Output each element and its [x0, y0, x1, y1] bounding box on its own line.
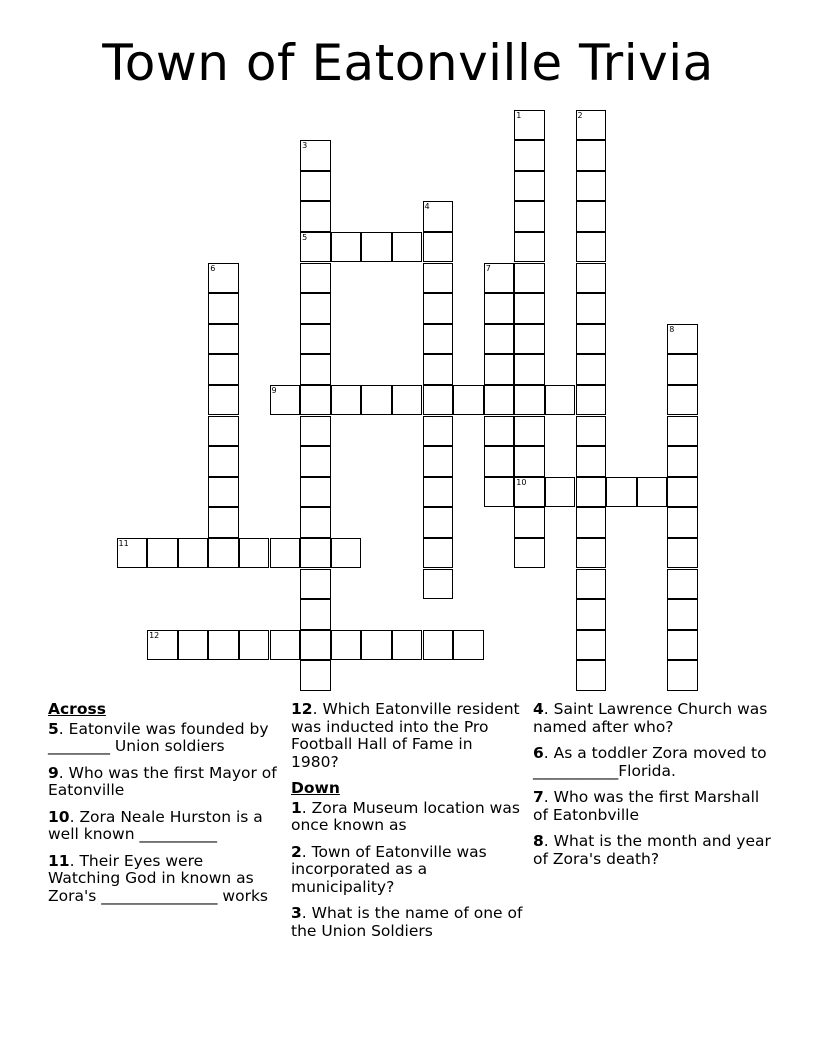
grid-cell[interactable]: [239, 538, 270, 569]
grid-cell[interactable]: [514, 232, 545, 263]
grid-cell[interactable]: [208, 630, 239, 661]
grid-cell[interactable]: [514, 263, 545, 294]
clue-separator: .: [58, 763, 69, 782]
grid-cell[interactable]: [637, 477, 668, 508]
grid-cell[interactable]: [576, 232, 607, 263]
grid-cell[interactable]: [576, 477, 607, 508]
grid-cell[interactable]: [667, 630, 698, 661]
grid-cell[interactable]: [484, 263, 515, 294]
grid-cell[interactable]: [667, 416, 698, 447]
grid-cell[interactable]: [484, 293, 515, 324]
clue-text: Eatonvile was founded by ________ Union soldiers: [48, 719, 269, 755]
clue-text: As a toddler Zora moved to ___________Florida.: [533, 744, 767, 780]
clue-text: Who was the first Mayor of Eatonville: [48, 763, 277, 799]
clue-separator: .: [58, 719, 69, 738]
clue-9: [48, 765, 280, 800]
grid-cell[interactable]: [208, 477, 239, 508]
grid-cell[interactable]: [423, 324, 454, 355]
clue-separator: .: [301, 798, 312, 817]
clue-number: 3: [302, 141, 308, 151]
grid-cell[interactable]: [606, 477, 637, 508]
grid-cell[interactable]: [208, 263, 239, 294]
clue-1: [291, 800, 523, 835]
grid-cell[interactable]: [423, 630, 454, 661]
grid-cell[interactable]: [300, 140, 331, 171]
clue-separator: .: [69, 851, 80, 870]
grid-cell[interactable]: [576, 324, 607, 355]
grid-cell[interactable]: [300, 477, 331, 508]
grid-cell[interactable]: [208, 416, 239, 447]
clue-text: Who was the first Marshall of Eatonbville: [533, 788, 760, 824]
grid-cell[interactable]: [576, 140, 607, 171]
clue-number: 7: [485, 263, 491, 273]
grid-cell[interactable]: [576, 630, 607, 661]
grid-cell[interactable]: [208, 385, 239, 416]
clue-number: 5: [48, 719, 59, 738]
clue-number: 2: [291, 842, 302, 861]
grid-cell[interactable]: [270, 538, 301, 569]
grid-cell[interactable]: [667, 385, 698, 416]
clue-separator: .: [543, 744, 554, 762]
clue-11: [48, 853, 280, 906]
clue-number: 3: [291, 904, 302, 922]
grid-cell[interactable]: [514, 201, 545, 232]
clue-number: 12: [149, 630, 160, 640]
clue-number: 6: [533, 744, 544, 762]
clue-6: [533, 745, 773, 780]
grid-cell[interactable]: [423, 507, 454, 538]
grid-cell[interactable]: [300, 599, 331, 630]
grid-cell[interactable]: [453, 630, 484, 661]
grid-cell[interactable]: [667, 354, 698, 385]
clue-number: 2: [577, 110, 583, 120]
grid-cell[interactable]: [178, 538, 209, 569]
grid-cell[interactable]: [576, 507, 607, 538]
grid-cell[interactable]: [576, 660, 607, 691]
grid-cell[interactable]: [484, 477, 515, 508]
clue-column-1: [48, 701, 280, 914]
grid-cell[interactable]: [576, 110, 607, 141]
clue-number: 4: [533, 700, 544, 718]
grid-cell[interactable]: [300, 446, 331, 477]
grid-cell[interactable]: [300, 385, 331, 416]
clue-5: [48, 721, 280, 756]
grid-cell[interactable]: [667, 477, 698, 508]
clue-separator: .: [69, 807, 80, 826]
grid-cell[interactable]: [576, 416, 607, 447]
grid-cell[interactable]: [576, 293, 607, 324]
grid-cell[interactable]: [576, 385, 607, 416]
grid-cell[interactable]: [300, 354, 331, 385]
clue-separator: .: [301, 842, 312, 861]
grid-cell[interactable]: [208, 324, 239, 355]
grid-cell[interactable]: [514, 171, 545, 202]
grid-cell[interactable]: [484, 324, 515, 355]
grid-cell[interactable]: [484, 446, 515, 477]
grid-cell[interactable]: [300, 324, 331, 355]
grid-cell[interactable]: [208, 538, 239, 569]
grid-cell[interactable]: [270, 385, 301, 416]
grid-cell[interactable]: [208, 446, 239, 477]
grid-cell[interactable]: [300, 293, 331, 324]
grid-cell[interactable]: [270, 630, 301, 661]
grid-cell[interactable]: [147, 538, 178, 569]
clue-number: 7: [533, 788, 544, 806]
grid-cell[interactable]: [147, 630, 178, 661]
grid-cell[interactable]: [514, 293, 545, 324]
grid-cell[interactable]: [576, 263, 607, 294]
grid-cell[interactable]: [576, 446, 607, 477]
grid-cell[interactable]: [423, 538, 454, 569]
page-title: Town of Eatonville Trivia: [102, 34, 714, 92]
clue-column-2: [291, 701, 523, 949]
grid-cell[interactable]: [514, 110, 545, 141]
clue-number: 5: [302, 232, 308, 242]
grid-cell[interactable]: [667, 538, 698, 569]
grid-cell[interactable]: [514, 416, 545, 447]
clue-2: [291, 844, 523, 897]
grid-cell[interactable]: [514, 507, 545, 538]
grid-cell[interactable]: [239, 630, 270, 661]
grid-cell[interactable]: [300, 232, 331, 263]
grid-cell[interactable]: [667, 569, 698, 600]
clue-number: 9: [271, 385, 277, 395]
grid-cell[interactable]: [576, 201, 607, 232]
clue-number: 11: [48, 851, 70, 870]
grid-cell[interactable]: [117, 538, 148, 569]
grid-cell[interactable]: [300, 263, 331, 294]
across-heading: Across: [48, 700, 106, 718]
grid-cell[interactable]: [514, 324, 545, 355]
grid-cell[interactable]: [423, 232, 454, 263]
clue-separator: .: [312, 700, 323, 718]
grid-cell[interactable]: [208, 354, 239, 385]
clue-7: [533, 789, 773, 824]
clue-text: Town of Eatonville was incorporated as a municipality?: [291, 842, 487, 896]
clue-separator: .: [543, 700, 554, 718]
grid-cell[interactable]: [667, 507, 698, 538]
grid-cell[interactable]: [392, 385, 423, 416]
grid-cell[interactable]: [576, 538, 607, 569]
clue-number: 12: [291, 700, 313, 718]
clue-text: Saint Lawrence Church was named after who?: [533, 700, 768, 736]
grid-cell[interactable]: [361, 232, 392, 263]
grid-cell[interactable]: [667, 324, 698, 355]
grid-cell[interactable]: [514, 140, 545, 171]
clue-text: Their Eyes were Watching God in known as Zora's _______________ works: [48, 851, 268, 905]
grid-cell[interactable]: [514, 477, 545, 508]
grid-cell[interactable]: [208, 293, 239, 324]
clue-number: 4: [424, 202, 430, 212]
grid-cell[interactable]: [667, 599, 698, 630]
clue-4: [533, 701, 773, 736]
clue-text: Zora Museum location was once known as: [291, 798, 520, 834]
grid-cell[interactable]: [392, 232, 423, 263]
grid-cell[interactable]: [423, 263, 454, 294]
grid-cell[interactable]: [667, 660, 698, 691]
grid-cell[interactable]: [545, 477, 576, 508]
grid-cell[interactable]: [453, 385, 484, 416]
grid-cell[interactable]: [545, 385, 576, 416]
grid-cell[interactable]: [423, 354, 454, 385]
grid-cell[interactable]: [392, 630, 423, 661]
clue-number: 1: [291, 798, 302, 817]
grid-cell[interactable]: [300, 416, 331, 447]
grid-cell[interactable]: [208, 507, 239, 538]
clue-text: Zora Neale Hurston is a well known __________: [48, 807, 263, 843]
grid-cell[interactable]: [423, 477, 454, 508]
clue-10: [48, 809, 280, 844]
clue-separator: .: [301, 904, 312, 922]
grid-cell[interactable]: [300, 507, 331, 538]
grid-cell[interactable]: [576, 171, 607, 202]
grid-cell[interactable]: [484, 385, 515, 416]
clue-8: [533, 833, 773, 868]
clue-3: [291, 905, 523, 940]
grid-cell[interactable]: [423, 416, 454, 447]
clue-number: 10: [48, 807, 70, 826]
clue-text: What is the month and year of Zora's death?: [533, 832, 771, 868]
grid-cell[interactable]: [576, 354, 607, 385]
clue-number: 11: [118, 538, 129, 548]
grid-cell[interactable]: [514, 446, 545, 477]
grid-cell[interactable]: [484, 354, 515, 385]
grid-cell[interactable]: [576, 569, 607, 600]
grid-cell[interactable]: [300, 538, 331, 569]
grid-cell[interactable]: [300, 201, 331, 232]
clue-text: Which Eatonville resident was inducted into the Pro Football Hall of Fame in 1980?: [291, 700, 520, 771]
grid-cell[interactable]: [667, 446, 698, 477]
grid-cell[interactable]: [331, 232, 362, 263]
grid-cell[interactable]: [300, 569, 331, 600]
grid-cell[interactable]: [423, 385, 454, 416]
clue-12: [291, 701, 523, 771]
grid-cell[interactable]: [361, 385, 392, 416]
grid-cell[interactable]: [576, 599, 607, 630]
grid-cell[interactable]: [423, 446, 454, 477]
clue-number: 6: [210, 263, 216, 273]
clue-number: 8: [533, 832, 544, 850]
clue-column-3: [533, 701, 773, 877]
clue-text: What is the name of one of the Union Soldiers: [291, 904, 523, 940]
grid-cell[interactable]: [178, 630, 209, 661]
clue-separator: .: [543, 832, 554, 850]
grid-cell[interactable]: [361, 630, 392, 661]
clue-number: 1: [516, 110, 522, 120]
grid-cell[interactable]: [484, 416, 515, 447]
grid-cell[interactable]: [300, 630, 331, 661]
grid-cell[interactable]: [514, 538, 545, 569]
grid-cell[interactable]: [423, 293, 454, 324]
clue-number: 10: [516, 477, 527, 487]
grid-cell[interactable]: [514, 385, 545, 416]
grid-cell[interactable]: [423, 569, 454, 600]
grid-cell[interactable]: [331, 385, 362, 416]
grid-cell[interactable]: [300, 660, 331, 691]
down-heading: Down: [291, 779, 340, 797]
clue-number: 9: [48, 763, 59, 782]
grid-cell[interactable]: [300, 171, 331, 202]
grid-cell[interactable]: [331, 630, 362, 661]
clue-separator: .: [543, 788, 554, 806]
grid-cell[interactable]: [331, 538, 362, 569]
grid-cell[interactable]: [514, 354, 545, 385]
grid-cell[interactable]: [423, 201, 454, 232]
clue-number: 8: [669, 324, 675, 334]
